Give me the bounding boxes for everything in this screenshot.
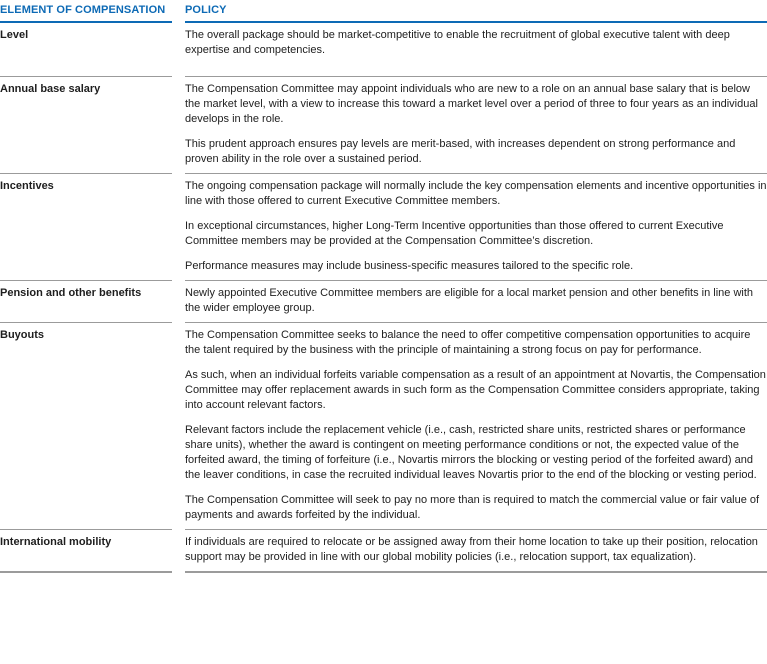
policy-cell-international-mobility [185,529,767,573]
policy-paragraph: This prudent approach ensures pay levels are merit-based, with increases dependent on strong performance and proven ability in the role over a sustained period. [185,138,736,165]
column-header-element-of-compensation: ELEMENT OF COMPENSATION [0,2,172,23]
policy-paragraph: Newly appointed Executive Committee members are eligible for a local market pension and other benefits in line with the wider employee group. [185,287,754,314]
policy-cell-annual-base-salary [185,76,767,173]
policy-paragraph: In exceptional circumstances, higher Long-Term Incentive opportunities than those offered to current Executive Committee members may be provided at the Compensation Committee’s discretion. [185,220,724,247]
policy-cell-incentives [185,173,767,280]
policy-paragraph: The Compensation Committee will seek to pay no more than is required to match the commercial value or fair value of payments and awards forfeited by the individual. [185,494,760,521]
element-label-buyouts: Buyouts [0,322,172,529]
policy-paragraph: The ongoing compensation package will normally include the key compensation elements and incentive opportunities in line with those offered to current Executive Committee members. [185,180,767,207]
element-label-incentives: Incentives [0,173,172,280]
element-label-level: Level [0,29,29,41]
policy-cell-buyouts [185,322,767,529]
element-label-pension-and-other-benefits: Pension and other benefits [0,280,172,322]
policy-paragraph: The Compensation Committee may appoint individuals who are new to a role on an annual base salary that is below the market level, with a view to increase this toward a market level over a period of three to four years as an individual develops in the role. [185,83,758,125]
element-label-international-mobility: International mobility [0,529,172,573]
policy-paragraph: Relevant factors include the replacement vehicle (i.e., cash, restricted share units, restricted shares or performance share units), whether the award is contingent on meeting performance conditions or not, the expected value of the forfeited award, the timing of forfeiture (i.e., Novartis mirrors the blocking or vesting period of the forfeited award) and the leaver conditions, in case the recruited individual leaves Novartis prior to the end of the blocking or vesting period. [185,424,757,481]
column-header-policy: POLICY [185,2,767,23]
element-label-annual-base-salary: Annual base salary [0,76,172,173]
policy-cell-pension-and-other-benefits [185,280,767,322]
policy-paragraph: The Compensation Committee seeks to balance the need to offer competitive compensation opportunities to acquire the talent required by the business with the principle of maintaining a strong focus on pay for performance. [185,329,751,356]
policy-cell-level [185,23,767,76]
policy-paragraph: Performance measures may include business-specific measures tailored to the specific role. [185,260,634,272]
policy-paragraph: As such, when an individual forfeits variable compensation as a result of an appointment at Novartis, the Compensation Committee may offer replacement awards in such form as the Compensation Committee considers appropriate, taking into account relevant factors. [185,369,766,411]
policy-paragraph: If individuals are required to relocate or be assigned away from their home location to take up their position, relocation support may be provided in line with our global mobility policies (i.e., relocation support, tax equalization). [185,536,758,563]
compensation-policy-table [0,2,767,573]
policy-paragraph: The overall package should be market-competitive to enable the recruitment of global executive talent with deep expertise and competencies. [185,29,730,56]
